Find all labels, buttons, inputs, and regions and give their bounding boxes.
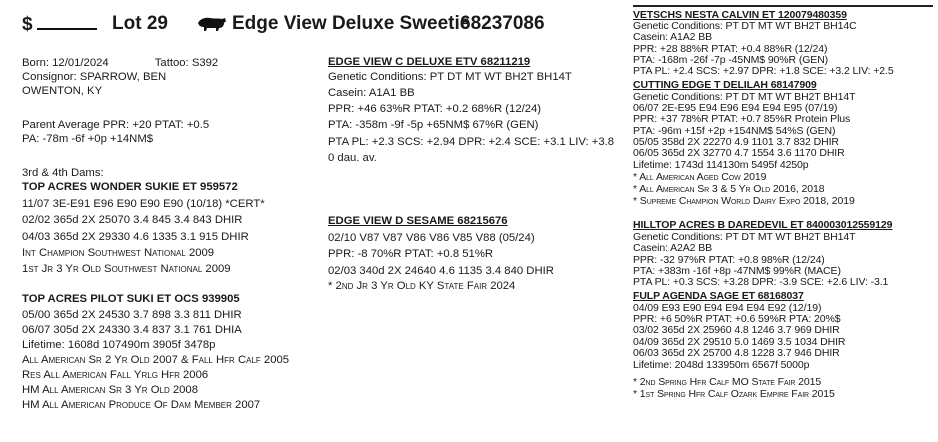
sires-sire-line: Casein: A1A2 BB bbox=[633, 31, 713, 43]
consignor-location: OWENTON, KY bbox=[22, 85, 103, 97]
dams-dam-line: 04/09 E93 E90 E94 E94 E94 E92 (12/19) bbox=[633, 302, 822, 314]
sires-dam-line: 05/05 358d 2X 22270 4.9 1101 3.7 832 DHIR bbox=[633, 136, 839, 148]
sires-sire-name: VETSCHS NESTA CALVIN ET 120079480359 bbox=[633, 9, 847, 21]
third-dam-name: TOP ACRES WONDER SUKIE ET 959572 bbox=[22, 181, 238, 193]
fourth-dam-name: TOP ACRES PILOT SUKI ET OCS 939905 bbox=[22, 293, 240, 305]
dams-dam-line: 06/03 365d 2X 25700 4.8 1228 3.7 946 DHIR bbox=[633, 347, 840, 359]
born-text: Born: 12/01/2024 bbox=[22, 57, 109, 69]
cow-silhouette-icon bbox=[197, 14, 227, 32]
fourth-dam-award: HM All American Sr 3 Yr Old 2008 bbox=[22, 384, 198, 396]
sire-line: PPR: +46 63%R PTAT: +0.2 68%R (12/24) bbox=[328, 103, 542, 115]
sires-sire-line: Genetic Conditions: PT DT MT WT BH2T BH14C bbox=[633, 20, 857, 32]
third-dam-award: Int Champion Southwest National 2009 bbox=[22, 247, 215, 259]
dams-dam-line: 04/09 365d 2X 29510 5.0 1469 3.5 1034 DHIR bbox=[633, 336, 846, 348]
price-field bbox=[22, 12, 97, 37]
third-dam-line: 11/07 3E-E91 E96 E90 E90 E90 (10/18) *CERT* bbox=[22, 198, 265, 210]
dams-sire-line: PPR: -32 97%R PTAT: +0.8 98%R (12/24) bbox=[633, 254, 825, 266]
sire-line: 0 dau. av. bbox=[328, 152, 377, 164]
fourth-dam-award: HM All American Produce Of Dam Member 2007 bbox=[22, 399, 261, 411]
sire-line: Genetic Conditions: PT DT MT WT BH2T BH14T bbox=[328, 71, 572, 83]
fourth-dam-line: 06/07 305d 2X 24330 3.4 837 3.1 761 DHIA bbox=[22, 324, 242, 336]
dams-sire-line: PTA PL: +0.3 SCS: +3.28 DPR: -3.9 SCE: +2.6 LIV: -3.1 bbox=[633, 276, 889, 288]
sires-dam-line: 06/05 365d 2X 32770 4.7 1554 3.6 1170 DHIR bbox=[633, 147, 845, 159]
sire-line: PTA: -358m -9f -5p +65NM$ 67%R (GEN) bbox=[328, 119, 539, 131]
dam-line: 02/10 V87 V87 V86 V86 V85 V88 (05/24) bbox=[328, 232, 535, 244]
registration-number: 68237086 bbox=[460, 13, 545, 34]
sires-sire-line: PPR: +28 88%R PTAT: +0.4 88%R (12/24) bbox=[633, 43, 828, 55]
dams-sire-line: PTA: +383m -16f +8p -47NM$ 99%R (MACE) bbox=[633, 265, 841, 277]
dams-dam-award: * 2nd Spring Hfr Calf MO State Fair 2015 bbox=[633, 376, 822, 388]
dams-dam-line: Lifetime: 2048d 133950m 6567f 5000p bbox=[633, 359, 810, 371]
dam-line: 02/03 340d 2X 24640 4.6 1135 3.4 840 DHIR bbox=[328, 265, 554, 277]
sires-dam-line: PPR: +37 78%R PTAT: +0.7 85%R Protein Plus bbox=[633, 113, 851, 125]
sires-dam-award: * Supreme Champion World Dairy Expo 2018, 2019 bbox=[633, 195, 855, 207]
sires-dam-line: Lifetime: 1743d 114130m 5495f 4250p bbox=[633, 159, 809, 171]
dam-name: EDGE VIEW D SESAME 68215676 bbox=[328, 215, 508, 227]
third-dam-line: 04/03 365d 2X 29330 4.6 1335 3.1 915 DHIR bbox=[22, 231, 249, 243]
dam-line: PPR: -8 70%R PTAT: +0.8 51%R bbox=[328, 248, 494, 260]
sires-sire-line: PTA PL: +2.4 SCS: +2.97 DPR: +1.8 SCE: +3.2 LIV: +2.5 bbox=[633, 65, 894, 77]
dams-heading: 3rd & 4th Dams: bbox=[22, 167, 104, 179]
tattoo-text: Tattoo: S392 bbox=[154, 57, 219, 69]
third-dam-award: 1st Jr 3 Yr Old Southwest National 2009 bbox=[22, 263, 231, 275]
sire-line: PTA PL: +2.3 SCS: +2.94 DPR: +2.4 SCE: +3.1 LIV: +3.8 bbox=[328, 136, 615, 148]
dams-dam-line: PPR: +6 50%R PTAT: +0.6 59%R PTA: 20%$ bbox=[633, 313, 841, 325]
fourth-dam-line: Lifetime: 1608d 107490m 3905f 3478p bbox=[22, 339, 216, 351]
sire-line: Casein: A1A1 BB bbox=[328, 87, 415, 99]
fourth-dam-award: Res All American Fall Yrlg Hfr 2006 bbox=[22, 369, 209, 381]
sires-sire-line: PTA: -168m -26f -7p -45NM$ 90%R (GEN) bbox=[633, 54, 829, 66]
dam-award: * 2nd Jr 3 Yr Old KY State Fair 2024 bbox=[328, 280, 516, 292]
dams-dam-line: 03/02 365d 2X 25960 4.8 1246 3.7 969 DHIR bbox=[633, 324, 840, 336]
consignor: Consignor: SPARROW, BEN bbox=[22, 71, 167, 83]
sires-dam-name: CUTTING EDGE T DELILAH 68147909 bbox=[633, 79, 817, 91]
dams-dam-award: * 1st Spring Hfr Calf Ozark Empire Fair 2015 bbox=[633, 388, 835, 400]
price-blank-line bbox=[37, 12, 97, 30]
animal-title: Edge View Deluxe Sweetie bbox=[232, 13, 471, 34]
sires-dam-line: PTA: -96m +15f +2p +154NM$ 54%S (GEN) bbox=[633, 125, 836, 137]
lot-number: Lot 29 bbox=[112, 13, 168, 34]
top-rule bbox=[633, 5, 933, 7]
dams-sire-line: Genetic Conditions: PT DT MT WT BH2T BH14T bbox=[633, 231, 856, 243]
parent-average-1: Parent Average PPR: +20 PTAT: +0.5 bbox=[22, 119, 210, 131]
sire-name: EDGE VIEW C DELUXE ETV 68211219 bbox=[328, 56, 531, 68]
born-date bbox=[22, 56, 218, 70]
dams-sire-line: Casein: A2A2 BB bbox=[633, 242, 713, 254]
parent-average-2: PA: -78m -6f +0p +14NM$ bbox=[22, 133, 154, 145]
dams-dam-name: FULP AGENDA SAGE ET 68168037 bbox=[633, 290, 804, 302]
fourth-dam-line: 05/00 365d 2X 24530 3.7 898 3.3 811 DHIR bbox=[22, 309, 242, 321]
dams-sire-name: HILLTOP ACRES B DAREDEVIL ET 840003012559129 bbox=[633, 219, 893, 231]
third-dam-line: 02/02 365d 2X 25070 3.4 845 3.4 843 DHIR bbox=[22, 214, 243, 226]
sires-dam-line: Genetic Conditions: PT DT MT WT BH2T BH14T bbox=[633, 91, 856, 103]
sires-dam-award: * All American Sr 3 & 5 Yr Old 2016, 2018 bbox=[633, 183, 825, 195]
fourth-dam-award: All American Sr 2 Yr Old 2007 & Fall Hfr Calf 2005 bbox=[22, 354, 290, 366]
dollar-sign: $ bbox=[22, 14, 33, 35]
sires-dam-award: * All American Aged Cow 2019 bbox=[633, 171, 767, 183]
sires-dam-line: 06/07 2E-E95 E94 E96 E94 E94 E95 (07/19) bbox=[633, 102, 838, 114]
